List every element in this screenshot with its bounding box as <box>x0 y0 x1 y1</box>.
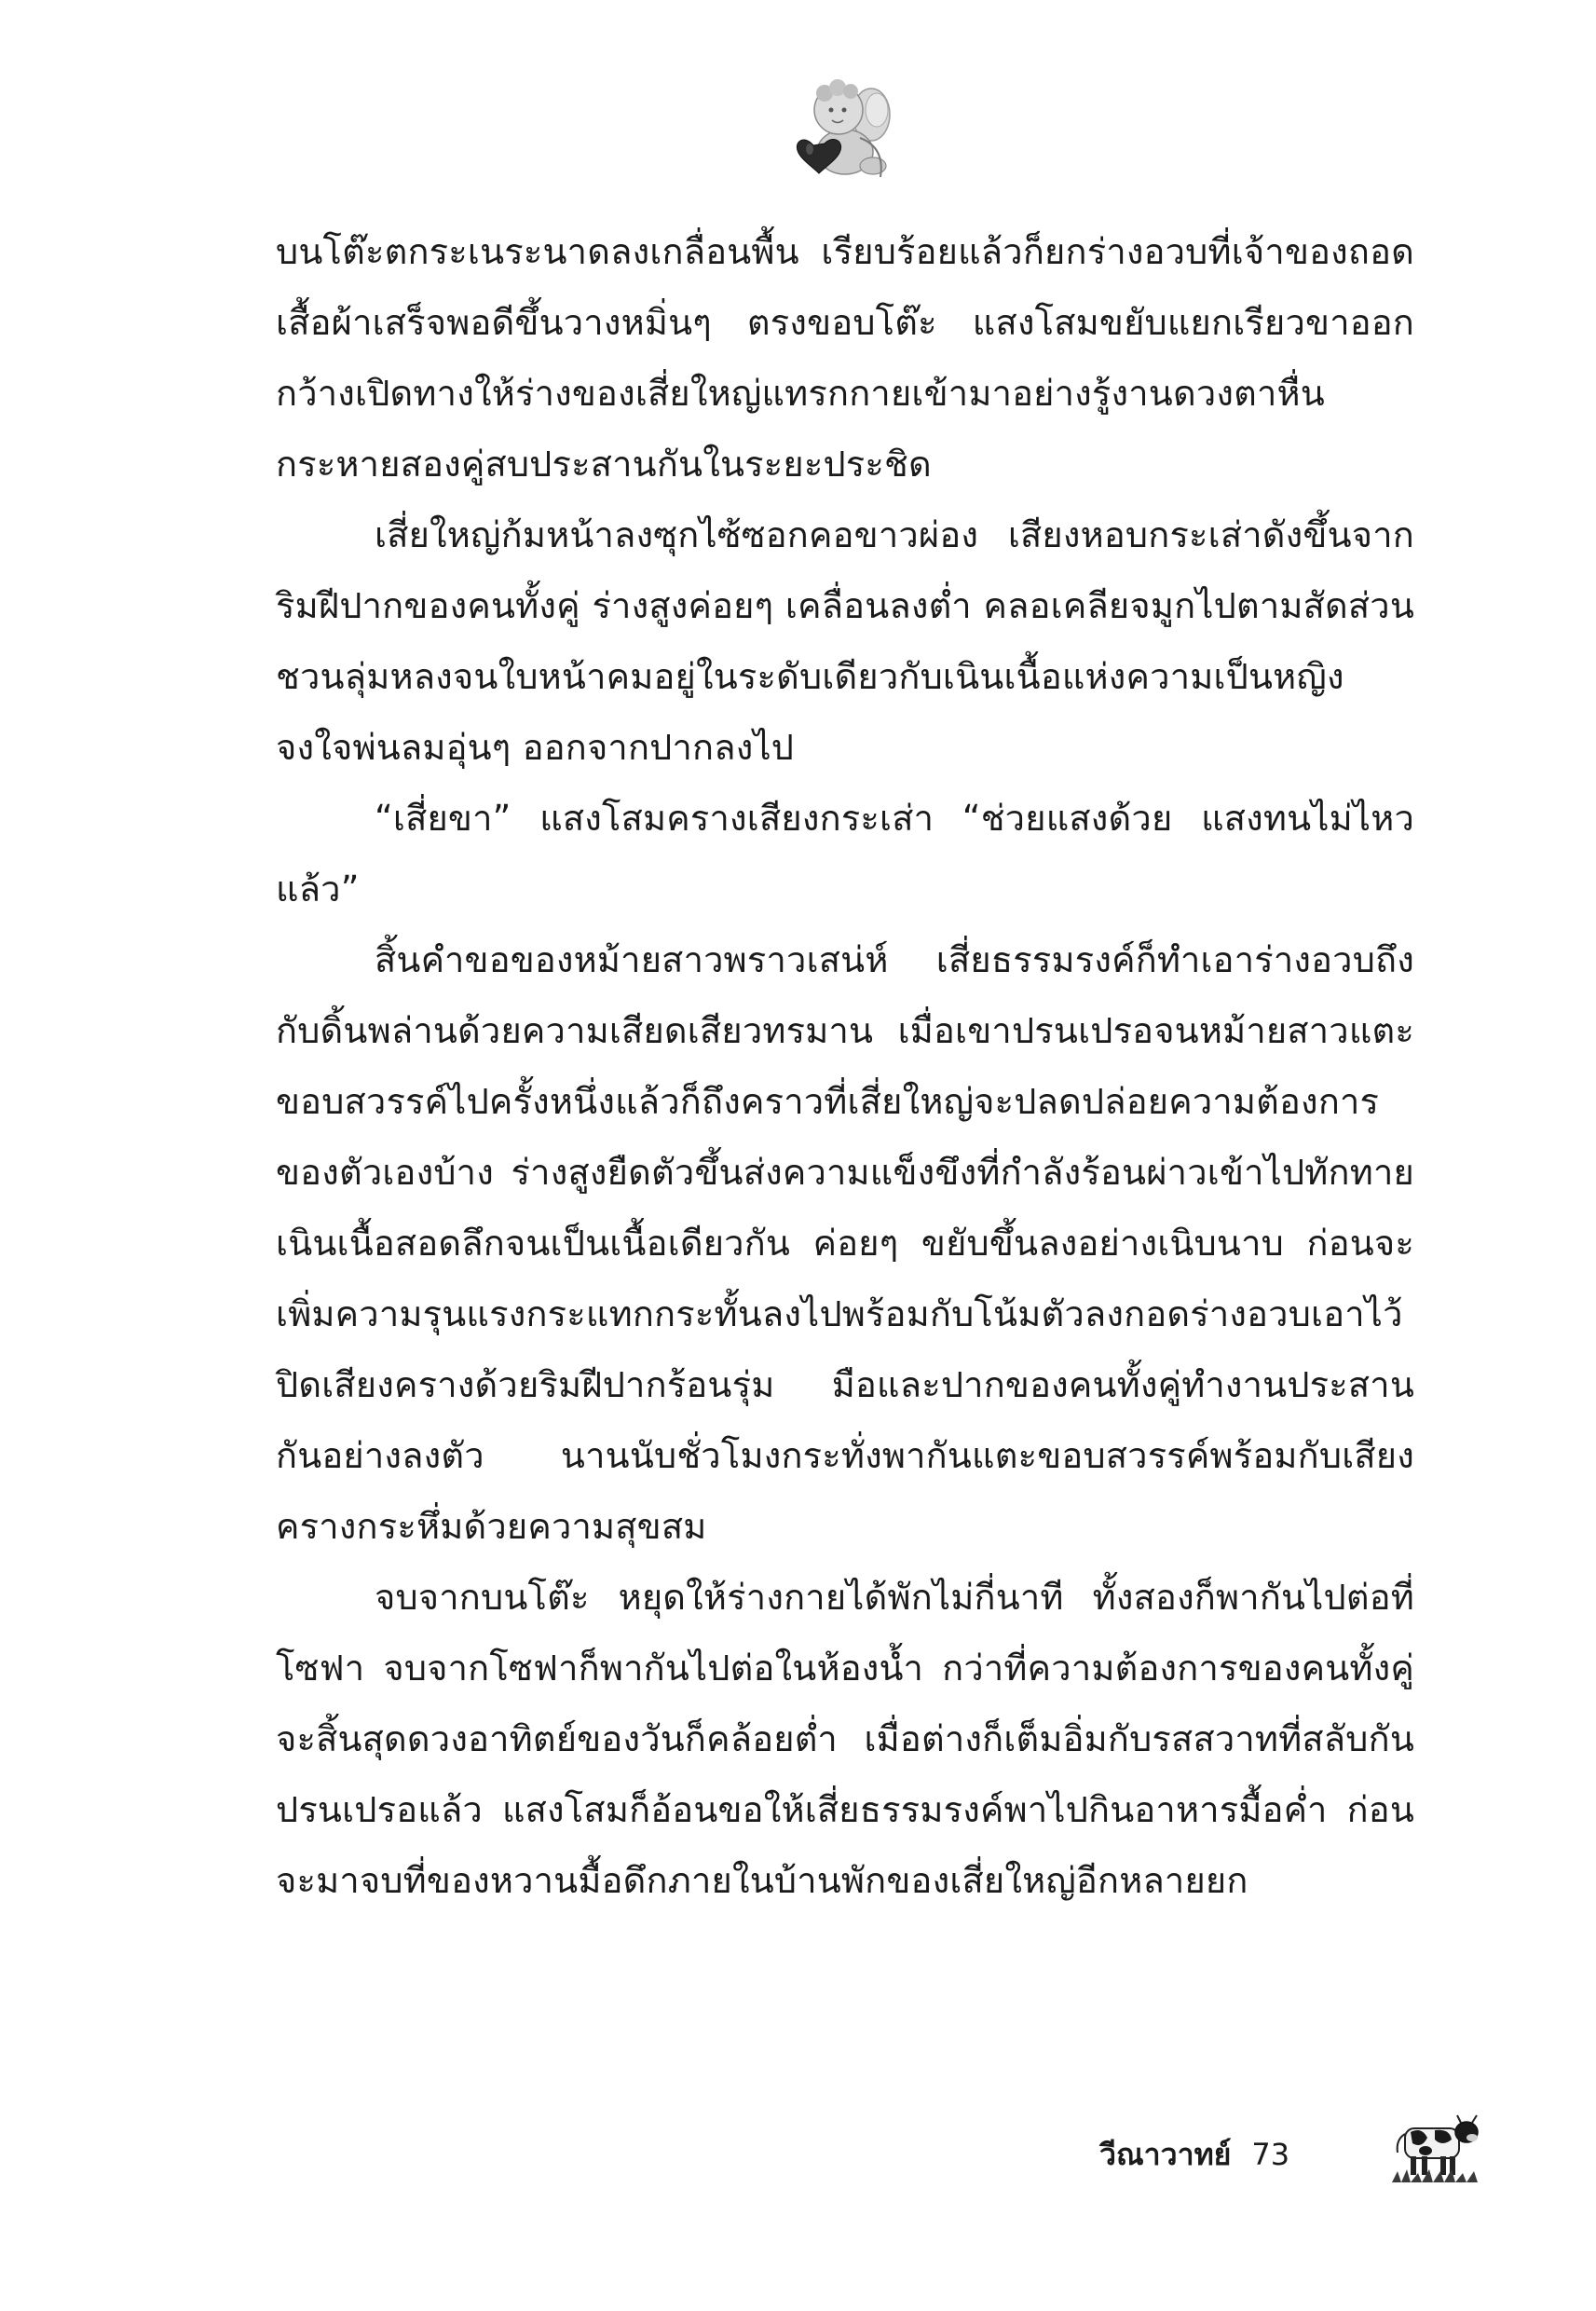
paragraph: จบจากบนโต๊ะ หยุดให้ร่างกายได้พักไม่กี่นาที ทั้งสองก็พากันไปต่อที่โซฟา จบจากโซฟาก็พากันไปต่อในห้องน้ำ กว่าที่ความต้องการของคนทั้งคู่จะสิ้นสุดดวงอาทิตย์ของวันก็คล้อยต่ำ เมื่อต่างก็เต็มอิ่มกับรสสวาทที่สลับกันปรนเปรอแล้ว แสงโสมก็อ้อนขอให้เสี่ยธรรมรงค์พาไปกินอาหารมื้อค่ำ ก่อนจะมาจบที่ของหวานมื้อดึกภายในบ้านพักของเสี่ยใหญ่อีกหลายยก <box>276 1577 1414 1901</box>
page-footer <box>1099 2126 1289 2182</box>
cherub-icon <box>787 73 899 185</box>
body-text <box>276 216 1414 1916</box>
cow-icon <box>1388 2108 1481 2186</box>
page-number: 73 <box>1251 2137 1290 2172</box>
book-title: วีณาวาทย์ <box>1099 2136 1232 2172</box>
paragraph: “เสี่ยขา” แสงโสมครางเสียงกระเส่า “ช่วยแสงด้วย แสงทนไม่ไหวแล้ว” <box>276 798 1414 909</box>
paragraph: สิ้นคำขอของหม้ายสาวพราวเสน่ห์ เสี่ยธรรมรงค์ก็ทำเอาร่างอวบถึงกับดิ้นพล่านด้วยความเสียดเสียวทรมาน เมื่อเขาปรนเปรอจนหม้ายสาวแตะขอบสวรรค์ไปครั้งหนึ่งแล้วก็ถึงคราวที่เสี่ยใหญ่จะปลดปล่อยความต้องการของตัวเองบ้าง ร่างสูงยืดตัวขึ้นส่งความแข็งขึงที่กำลังร้อนผ่าวเข้าไปทักทายเนินเนื้อสอดลึกจนเป็นเนื้อเดียวกัน ค่อยๆ ขยับขึ้นลงอย่างเนิบนาบ ก่อนจะเพิ่มความรุนแรงกระแทกกระทั้นลงไปพร้อมกับโน้มตัวลงกอดร่างอวบเอาไว้ ปิดเสียงครางด้วยริมฝีปากร้อนรุ่ม มือและปากของคนทั้งคู่ทำงานประสานกันอย่างลงตัว นานนับชั่วโมงกระทั่งพากันแตะขอบสวรรค์พร้อมกับเสียงครางกระหึ่มด้วยความสุขสม <box>276 939 1414 1547</box>
paragraph: เสี่ยใหญ่ก้มหน้าลงซุกไซ้ซอกคอขาวผ่อง เสียงหอบกระเส่าดังขึ้นจากริมฝีปากของคนทั้งคู่ ร่างสูงค่อยๆ เคลื่อนลงต่ำ คลอเคลียจมูกไปตามสัดส่วนชวนลุ่มหลงจนใบหน้าคมอยู่ในระดับเดียวกับเนินเนื้อแห่งความเป็นหญิง จงใจพ่นลมอุ่นๆ ออกจากปากลงไป <box>276 514 1414 768</box>
paragraph: บนโต๊ะตกระเนระนาดลงเกลื่อนพื้น เรียบร้อยแล้วก็ยกร่างอวบที่เจ้าของถอดเสื้อผ้าเสร็จพอดีขึ้นวางหมิ่นๆ ตรงขอบโต๊ะ แสงโสมขยับแยกเรียวขาออกกว้างเปิดทางให้ร่างของเสี่ยใหญ่แทรกกายเข้ามาอย่างรู้งานดวงตาหื่นกระหายสองคู่สบประสานกันในระยะประชิด <box>276 231 1414 485</box>
